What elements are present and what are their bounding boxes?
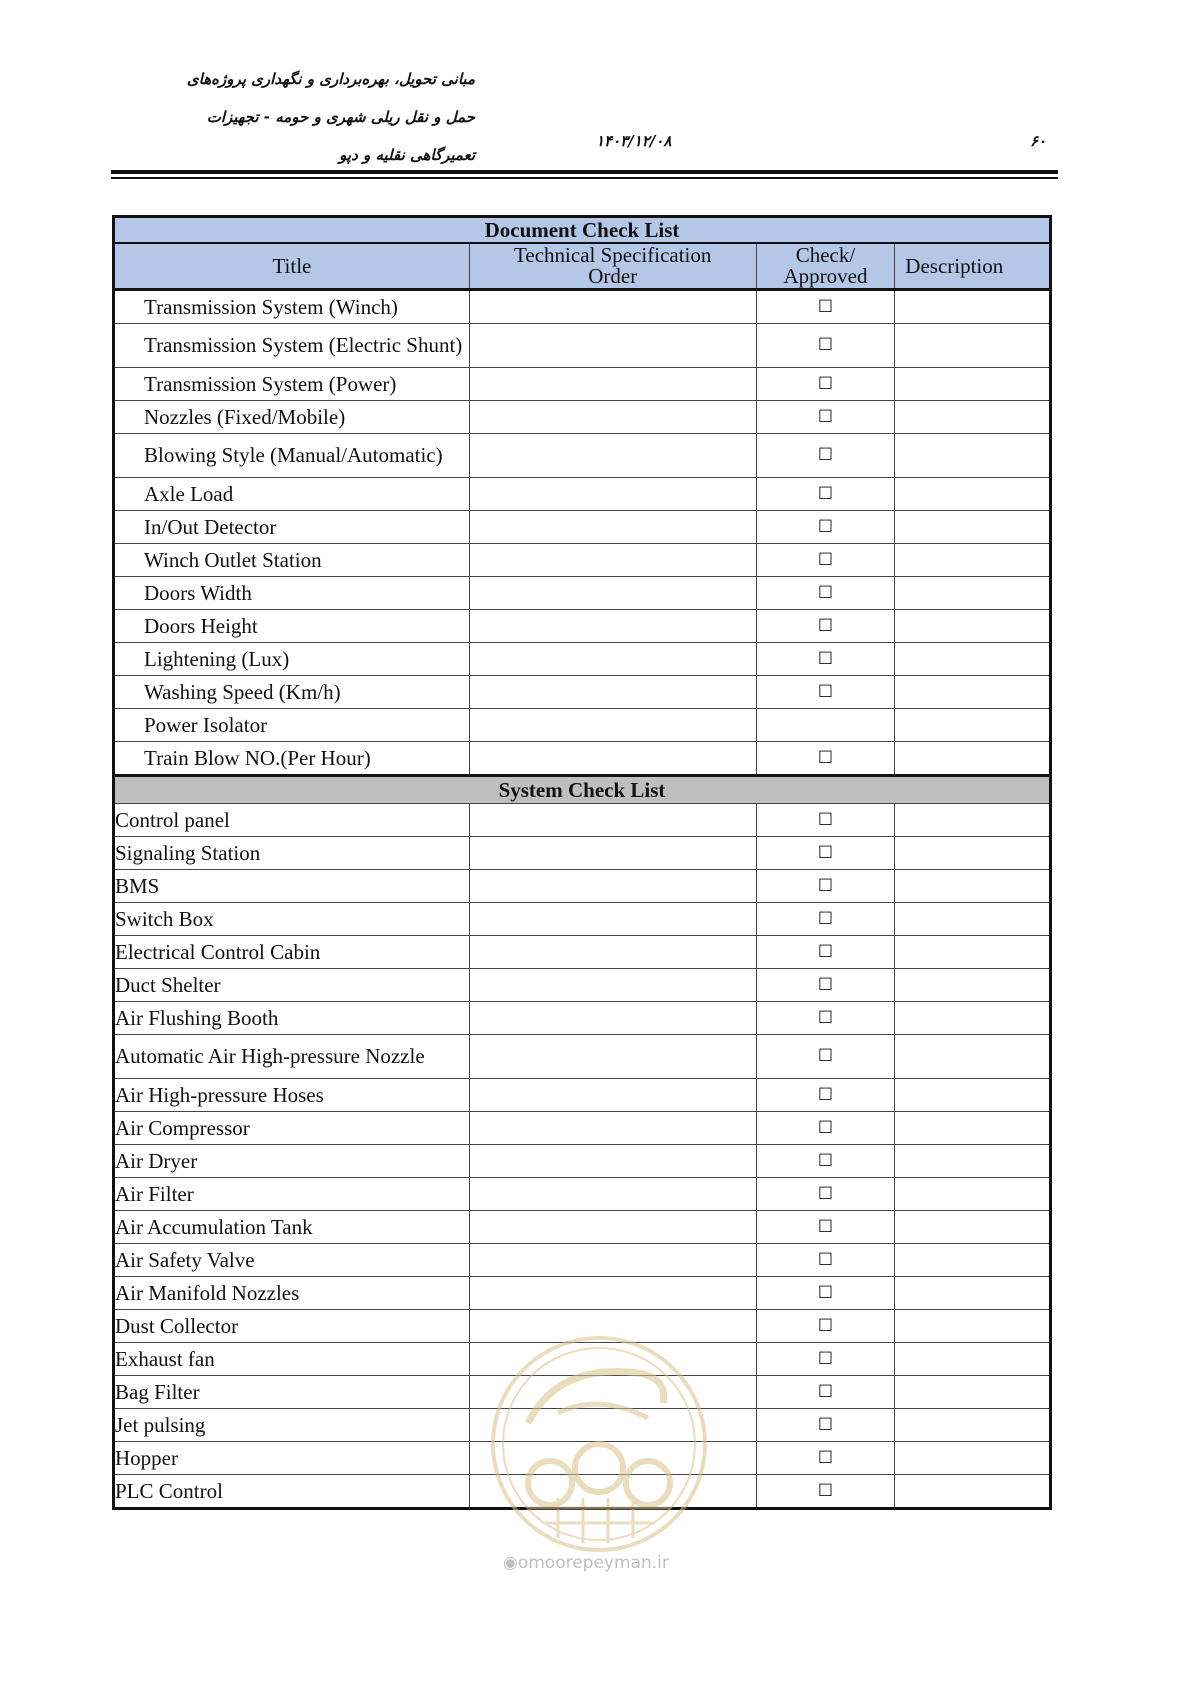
checkbox-icon[interactable]: ☐ (817, 445, 834, 465)
row-description-cell[interactable] (895, 290, 1051, 324)
row-check-cell (756, 676, 895, 709)
column-header-description: Description (895, 243, 1051, 290)
row-spec-cell[interactable] (469, 478, 756, 511)
seal-watermark-icon (488, 1333, 710, 1555)
row-check-cell (756, 1277, 895, 1310)
row-description-cell[interactable] (895, 1310, 1051, 1343)
row-check-cell (756, 936, 895, 969)
row-spec-cell[interactable] (469, 1277, 756, 1310)
row-check-cell (756, 1310, 895, 1343)
document-table-row (114, 290, 1051, 324)
row-title: Air High-pressure Hoses (114, 1079, 470, 1112)
column-header-spec (469, 243, 756, 290)
row-description-cell[interactable] (895, 1376, 1051, 1409)
row-description-cell[interactable] (895, 478, 1051, 511)
row-title: Transmission System (Winch) (114, 290, 470, 324)
row-description-cell[interactable] (895, 1343, 1051, 1376)
document-table-row (114, 544, 1051, 577)
row-title: Air Flushing Booth (114, 1002, 470, 1035)
checkbox-icon[interactable]: ☐ (817, 1447, 834, 1468)
row-description-cell[interactable] (895, 434, 1051, 478)
row-title: Lightening (Lux) (114, 643, 470, 676)
document-table-row (114, 709, 1051, 742)
row-description-cell[interactable] (895, 1277, 1051, 1310)
checkbox-icon[interactable]: ☐ (817, 1282, 834, 1303)
row-description-cell[interactable] (895, 1178, 1051, 1211)
row-description-cell[interactable] (895, 1145, 1051, 1178)
row-check-cell (756, 1343, 895, 1376)
checkbox-icon[interactable]: ☐ (817, 842, 834, 863)
row-check-cell (756, 804, 895, 837)
row-spec-cell[interactable] (469, 577, 756, 610)
row-description-cell[interactable] (895, 401, 1051, 434)
document-table-row (114, 643, 1051, 676)
row-check-cell (756, 1112, 895, 1145)
row-title: In/Out Detector (114, 511, 470, 544)
row-check-cell (756, 434, 895, 478)
row-description-cell[interactable] (895, 1079, 1051, 1112)
row-check-cell (756, 1178, 895, 1211)
row-check-cell (756, 324, 895, 368)
row-title: Duct Shelter (114, 969, 470, 1002)
row-title: Jet pulsing (114, 1409, 470, 1442)
row-title: Washing Speed (Km/h) (114, 676, 470, 709)
row-spec-cell[interactable] (469, 1035, 756, 1079)
row-title: Signaling Station (114, 837, 470, 870)
watermark-url-text: omoorepeyman.ir (517, 1553, 669, 1573)
row-title: Air Compressor (114, 1112, 470, 1145)
row-check-cell (756, 1079, 895, 1112)
checkbox-icon[interactable]: ☐ (817, 1381, 834, 1402)
checkbox-icon[interactable]: ☐ (817, 1414, 834, 1435)
row-description-cell[interactable] (895, 1475, 1051, 1509)
system-table-row (114, 870, 1051, 903)
document-section-header (114, 217, 1051, 244)
document-table-row (114, 742, 1051, 776)
checkbox-icon[interactable]: ☐ (817, 296, 834, 317)
row-title: Transmission System (Electric Shunt) (114, 324, 470, 368)
checkbox-icon[interactable]: ☐ (817, 747, 834, 768)
checkbox-icon[interactable]: ☐ (817, 335, 834, 355)
checkbox-icon[interactable]: ☐ (817, 582, 834, 603)
row-spec-cell[interactable] (469, 401, 756, 434)
row-check-cell (756, 903, 895, 936)
document-table-row (114, 324, 1051, 368)
row-description-cell[interactable] (895, 676, 1051, 709)
row-check-cell (756, 1002, 895, 1035)
document-table-row (114, 368, 1051, 401)
system-table-row (114, 969, 1051, 1002)
system-table-row (114, 936, 1051, 969)
row-check-cell (756, 511, 895, 544)
document-table-row (114, 478, 1051, 511)
checkbox-icon[interactable]: ☐ (817, 516, 834, 537)
system-table-row (114, 1112, 1051, 1145)
row-description-cell[interactable] (895, 1442, 1051, 1475)
row-title: PLC Control (114, 1475, 470, 1509)
checkbox-icon[interactable]: ☐ (817, 1216, 834, 1237)
row-spec-cell[interactable] (469, 936, 756, 969)
row-spec-cell[interactable] (469, 1112, 756, 1145)
checkbox-icon[interactable]: ☐ (817, 1084, 834, 1105)
checkbox-icon[interactable]: ☐ (817, 1150, 834, 1171)
checklist-table (112, 215, 1052, 1510)
header-date: ۱۴۰۳/۱۲/۰۸ (596, 132, 672, 150)
row-description-cell[interactable] (895, 368, 1051, 401)
column-header-spec-line-1: Technical Specification (514, 243, 712, 267)
row-spec-cell[interactable] (469, 324, 756, 368)
row-spec-cell[interactable] (469, 709, 756, 742)
row-description-cell[interactable] (895, 610, 1051, 643)
column-header-title: Title (114, 243, 470, 290)
row-title: Axle Load (114, 478, 470, 511)
row-description-cell[interactable] (895, 324, 1051, 368)
header-title-line-2: حمل و نقل ریلی شهری و حومه - تجهیزات (206, 108, 475, 126)
row-check-cell (756, 610, 895, 643)
page-number: ۶۰ (1030, 132, 1047, 150)
row-description-cell[interactable] (895, 903, 1051, 936)
row-description-cell[interactable] (895, 544, 1051, 577)
row-check-cell (756, 401, 895, 434)
checkbox-icon[interactable]: ☐ (817, 974, 834, 995)
row-title: Switch Box (114, 903, 470, 936)
row-check-cell (756, 577, 895, 610)
watermark-url (503, 1553, 669, 1573)
system-table-row (114, 1079, 1051, 1112)
document-table-row (114, 577, 1051, 610)
row-title: Dust Collector (114, 1310, 470, 1343)
checkbox-icon[interactable]: ☐ (817, 1315, 834, 1336)
header-rule-thick (111, 170, 1058, 174)
system-table-row (114, 1211, 1051, 1244)
row-check-cell (756, 1409, 895, 1442)
system-table-row (114, 903, 1051, 936)
system-table-row (114, 1002, 1051, 1035)
header-title-line-3: تعمیرگاهی نقلیه و دپو (339, 146, 475, 164)
checkbox-icon[interactable]: ☐ (817, 941, 834, 962)
row-check-cell (756, 870, 895, 903)
checkbox-icon[interactable]: ☐ (817, 406, 834, 427)
header-title-line-1: مبانی تحویل، بهره‌برداری و نگهداری پروژه‌های (186, 70, 475, 88)
checkbox-icon[interactable]: ☐ (817, 1046, 834, 1066)
checkbox-icon[interactable]: ☐ (817, 875, 834, 896)
header-rule-thin (111, 177, 1058, 179)
checkbox-icon[interactable]: ☐ (817, 1480, 834, 1501)
row-description-cell[interactable] (895, 1409, 1051, 1442)
row-description-cell[interactable] (895, 1002, 1051, 1035)
row-title: Winch Outlet Station (114, 544, 470, 577)
column-header-row (114, 243, 1051, 290)
document-section-title: Document Check List (114, 217, 1051, 244)
column-header-check (756, 243, 895, 290)
row-description-cell[interactable] (895, 1112, 1051, 1145)
document-header-title (120, 60, 475, 174)
system-table-row (114, 1277, 1051, 1310)
document-table-row (114, 401, 1051, 434)
row-description-cell[interactable] (895, 936, 1051, 969)
row-spec-cell[interactable] (469, 511, 756, 544)
checkbox-icon[interactable]: ☐ (817, 615, 834, 636)
row-check-cell (756, 709, 895, 742)
row-description-cell[interactable] (895, 804, 1051, 837)
row-title: Nozzles (Fixed/Mobile) (114, 401, 470, 434)
row-check-cell (756, 643, 895, 676)
checkbox-icon[interactable]: ☐ (817, 1007, 834, 1028)
row-title: Electrical Control Cabin (114, 936, 470, 969)
row-description-cell[interactable] (895, 837, 1051, 870)
checkbox-icon[interactable]: ☐ (817, 809, 834, 830)
checklist-body (114, 217, 1051, 1509)
row-spec-cell[interactable] (469, 643, 756, 676)
row-check-cell (756, 969, 895, 1002)
row-spec-cell[interactable] (469, 804, 756, 837)
row-title: Doors Width (114, 577, 470, 610)
row-check-cell (756, 1035, 895, 1079)
row-spec-cell[interactable] (469, 290, 756, 324)
system-table-row (114, 1035, 1051, 1079)
row-spec-cell[interactable] (469, 434, 756, 478)
row-spec-cell[interactable] (469, 1145, 756, 1178)
row-title: Power Isolator (114, 709, 470, 742)
system-table-row (114, 1178, 1051, 1211)
row-title: Air Manifold Nozzles (114, 1277, 470, 1310)
row-check-cell (756, 544, 895, 577)
row-description-cell[interactable] (895, 1211, 1051, 1244)
checkbox-icon[interactable]: ☐ (817, 1249, 834, 1270)
row-spec-cell[interactable] (469, 1178, 756, 1211)
column-header-check-line-2: Approved (783, 264, 868, 288)
row-check-cell (756, 478, 895, 511)
checkbox-icon[interactable]: ☐ (817, 681, 834, 702)
row-description-cell[interactable] (895, 709, 1051, 742)
document-table-row (114, 434, 1051, 478)
row-check-cell (756, 1376, 895, 1409)
checkbox-icon[interactable]: ☐ (817, 1348, 834, 1369)
document-table-row (114, 610, 1051, 643)
row-spec-cell[interactable] (469, 1211, 756, 1244)
row-description-cell[interactable] (895, 1244, 1051, 1277)
row-title: Automatic Air High-pressure Nozzle (114, 1035, 470, 1079)
row-description-cell[interactable] (895, 643, 1051, 676)
row-description-cell[interactable] (895, 969, 1051, 1002)
checkbox-icon[interactable]: ☐ (817, 1183, 834, 1204)
system-table-row (114, 1145, 1051, 1178)
system-section-header (114, 776, 1051, 804)
row-spec-cell[interactable] (469, 368, 756, 401)
row-check-cell (756, 742, 895, 776)
row-spec-cell[interactable] (469, 676, 756, 709)
row-spec-cell[interactable] (469, 1079, 756, 1112)
row-description-cell[interactable] (895, 1035, 1051, 1079)
row-description-cell[interactable] (895, 577, 1051, 610)
globe-icon: ◉ (503, 1553, 518, 1573)
checkbox-icon[interactable]: ☐ (817, 373, 834, 394)
row-title: Control panel (114, 804, 470, 837)
row-spec-cell[interactable] (469, 544, 756, 577)
row-title: Air Accumulation Tank (114, 1211, 470, 1244)
row-title: Exhaust fan (114, 1343, 470, 1376)
row-check-cell (756, 837, 895, 870)
row-check-cell (756, 1442, 895, 1475)
row-title: Air Filter (114, 1178, 470, 1211)
system-table-row (114, 1244, 1051, 1277)
system-section-title: System Check List (114, 776, 1051, 804)
row-check-cell (756, 290, 895, 324)
row-check-cell (756, 1211, 895, 1244)
row-spec-cell[interactable] (469, 837, 756, 870)
column-header-check-line-1: Check/ (795, 243, 856, 267)
row-title: Transmission System (Power) (114, 368, 470, 401)
row-spec-cell[interactable] (469, 742, 756, 776)
row-title: Air Dryer (114, 1145, 470, 1178)
row-spec-cell[interactable] (469, 1002, 756, 1035)
checkbox-icon[interactable]: ☐ (817, 648, 834, 669)
row-description-cell[interactable] (895, 742, 1051, 776)
row-spec-cell[interactable] (469, 903, 756, 936)
row-title: Hopper (114, 1442, 470, 1475)
row-title: Train Blow NO.(Per Hour) (114, 742, 470, 776)
column-header-spec-line-2: Order (588, 264, 638, 288)
checkbox-icon[interactable]: ☐ (817, 908, 834, 929)
row-check-cell (756, 1145, 895, 1178)
checkbox-icon[interactable]: ☐ (817, 549, 834, 570)
system-table-row (114, 837, 1051, 870)
row-description-cell[interactable] (895, 870, 1051, 903)
row-check-cell (756, 368, 895, 401)
row-spec-cell[interactable] (469, 969, 756, 1002)
row-title: Air Safety Valve (114, 1244, 470, 1277)
document-table-row (114, 511, 1051, 544)
row-description-cell[interactable] (895, 511, 1051, 544)
system-table-row (114, 804, 1051, 837)
row-spec-cell[interactable] (469, 1244, 756, 1277)
row-check-cell (756, 1475, 895, 1509)
row-title: Blowing Style (Manual/Automatic) (114, 434, 470, 478)
document-table-row (114, 676, 1051, 709)
row-spec-cell[interactable] (469, 870, 756, 903)
row-spec-cell[interactable] (469, 610, 756, 643)
checkbox-icon[interactable]: ☐ (817, 1117, 834, 1138)
checkbox-icon[interactable]: ☐ (817, 483, 834, 504)
row-check-cell (756, 1244, 895, 1277)
row-title: Doors Height (114, 610, 470, 643)
row-title: Bag Filter (114, 1376, 470, 1409)
row-title: BMS (114, 870, 470, 903)
